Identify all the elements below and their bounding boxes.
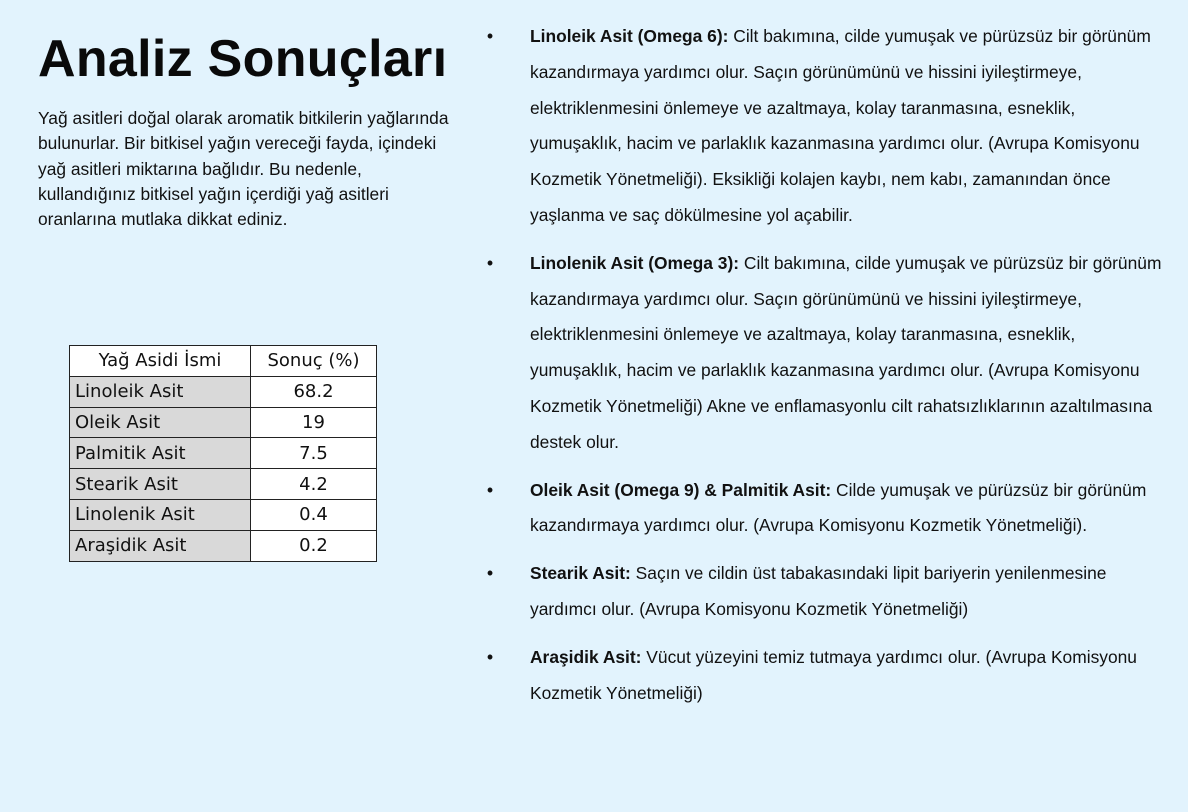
header-fatty-acid-name: Yağ Asidi İsmi	[70, 346, 251, 377]
bullet-icon: •	[486, 252, 494, 273]
fatty-acid-name: Linolenik Asit	[70, 499, 251, 530]
benefit-item-linoleic	[480, 19, 1170, 234]
table-header-row	[70, 346, 377, 377]
table-row	[70, 530, 377, 561]
fatty-acid-name: Linoleik Asit	[70, 376, 251, 407]
header-result: Sonuç (%)	[251, 346, 377, 377]
fatty-acid-result: 0.4	[251, 499, 377, 530]
benefit-term: Linoleik Asit (Omega 6):	[530, 26, 729, 46]
table-row	[70, 438, 377, 469]
results-table-container	[69, 345, 377, 562]
fatty-acid-name: Oleik Asit	[70, 407, 251, 438]
fatty-acid-name: Stearik Asit	[70, 469, 251, 500]
page-title: Analiz Sonuçları	[38, 30, 448, 88]
benefit-text: Cilde yumuşak ve pürüzsüz bir görünüm kazandırmaya yardımcı olur. (Avrupa Komisyonu Kozmetik Yönetmeliği).	[530, 479, 1147, 536]
table-row	[70, 499, 377, 530]
benefit-item-oleic-palmitic	[480, 473, 1170, 545]
benefit-text: Cilt bakımına, cilde yumuşak ve pürüzsüz bir görünüm kazandırmaya yardımcı olur. Saçın görünümünü ve hissini iyileştirmeye, elektriklenmesini önlemeye ve azaltmaya, kolay taranmasına, esneklik, yumuşaklık, hacim ve parlaklık kazanmasına yardımcı olur. (Avrupa Komisyonu Kozmetik Yönetmeliği). Eksikliği kolajen kaybı, nem kabı, zamanından önce yaşlanma ve saç dökülmesine yol açabilir.	[530, 26, 1151, 225]
benefit-term: Stearik Asit:	[530, 563, 631, 584]
bullet-icon: •	[486, 563, 494, 584]
benefit-item-arachidic	[480, 640, 1170, 712]
table-row	[70, 469, 377, 500]
table-row	[70, 376, 377, 407]
table-row	[70, 407, 377, 438]
fatty-acid-result: 7.5	[251, 438, 377, 469]
benefit-text: Saçın ve cildin üst tabakasındaki lipit bariyerin yenilenmesine yardımcı olur. (Avrupa Komisyonu Kozmetik Yönetmeliği)	[530, 563, 1107, 619]
benefit-item-stearic	[480, 556, 1170, 628]
fatty-acid-result: 4.2	[251, 469, 377, 500]
benefit-text: Cilt bakımına, cilde yumuşak ve pürüzsüz bir görünüm kazandırmaya yardımcı olur. Saçın görünümünü ve hissini iyileştirmeye, elektriklenmesini önlemeye ve azaltmaya, kolay taranmasına, esneklik, yumuşaklık, hacim ve parlaklık kazanmasına yardımcı olur. (Avrupa Komisyonu Kozmetik Yönetmeliği) Akne ve enflamasyonlu cilt rahatsızlıklarının azaltılmasına destek olur.	[530, 252, 1162, 452]
fatty-acid-name: Araşidik Asit	[70, 530, 251, 561]
benefit-text: Vücut yüzeyini temiz tutmaya yardımcı olur. (Avrupa Komisyonu Kozmetik Yönetmeliği)	[530, 646, 1137, 703]
fatty-acid-name: Palmitik Asit	[70, 438, 251, 469]
benefit-term: Araşidik Asit:	[530, 646, 642, 667]
benefit-term: Linolenik Asit (Omega 3):	[530, 252, 740, 273]
bullet-icon: •	[486, 26, 494, 46]
fatty-acid-result: 0.2	[251, 530, 377, 561]
results-table	[69, 345, 377, 562]
bullet-icon: •	[486, 479, 494, 500]
fatty-acid-result: 19	[251, 407, 377, 438]
bullet-icon: •	[486, 646, 494, 667]
benefits-list	[480, 19, 1170, 711]
benefit-item-linolenic	[480, 246, 1170, 461]
intro-paragraph: Yağ asitleri doğal olarak aromatik bitkilerin yağlarında bulunurlar. Bir bitkisel yağın vereceği fayda, içindeki yağ asitleri miktarına bağlıdır. Bu nedenle, kullandığınız bitkisel yağın içerdiği yağ asitleri oranlarına mutlaka dikkat ediniz.	[38, 108, 449, 230]
benefit-term: Oleik Asit (Omega 9) & Palmitik Asit:	[530, 479, 832, 500]
fatty-acid-result: 68.2	[251, 376, 377, 407]
